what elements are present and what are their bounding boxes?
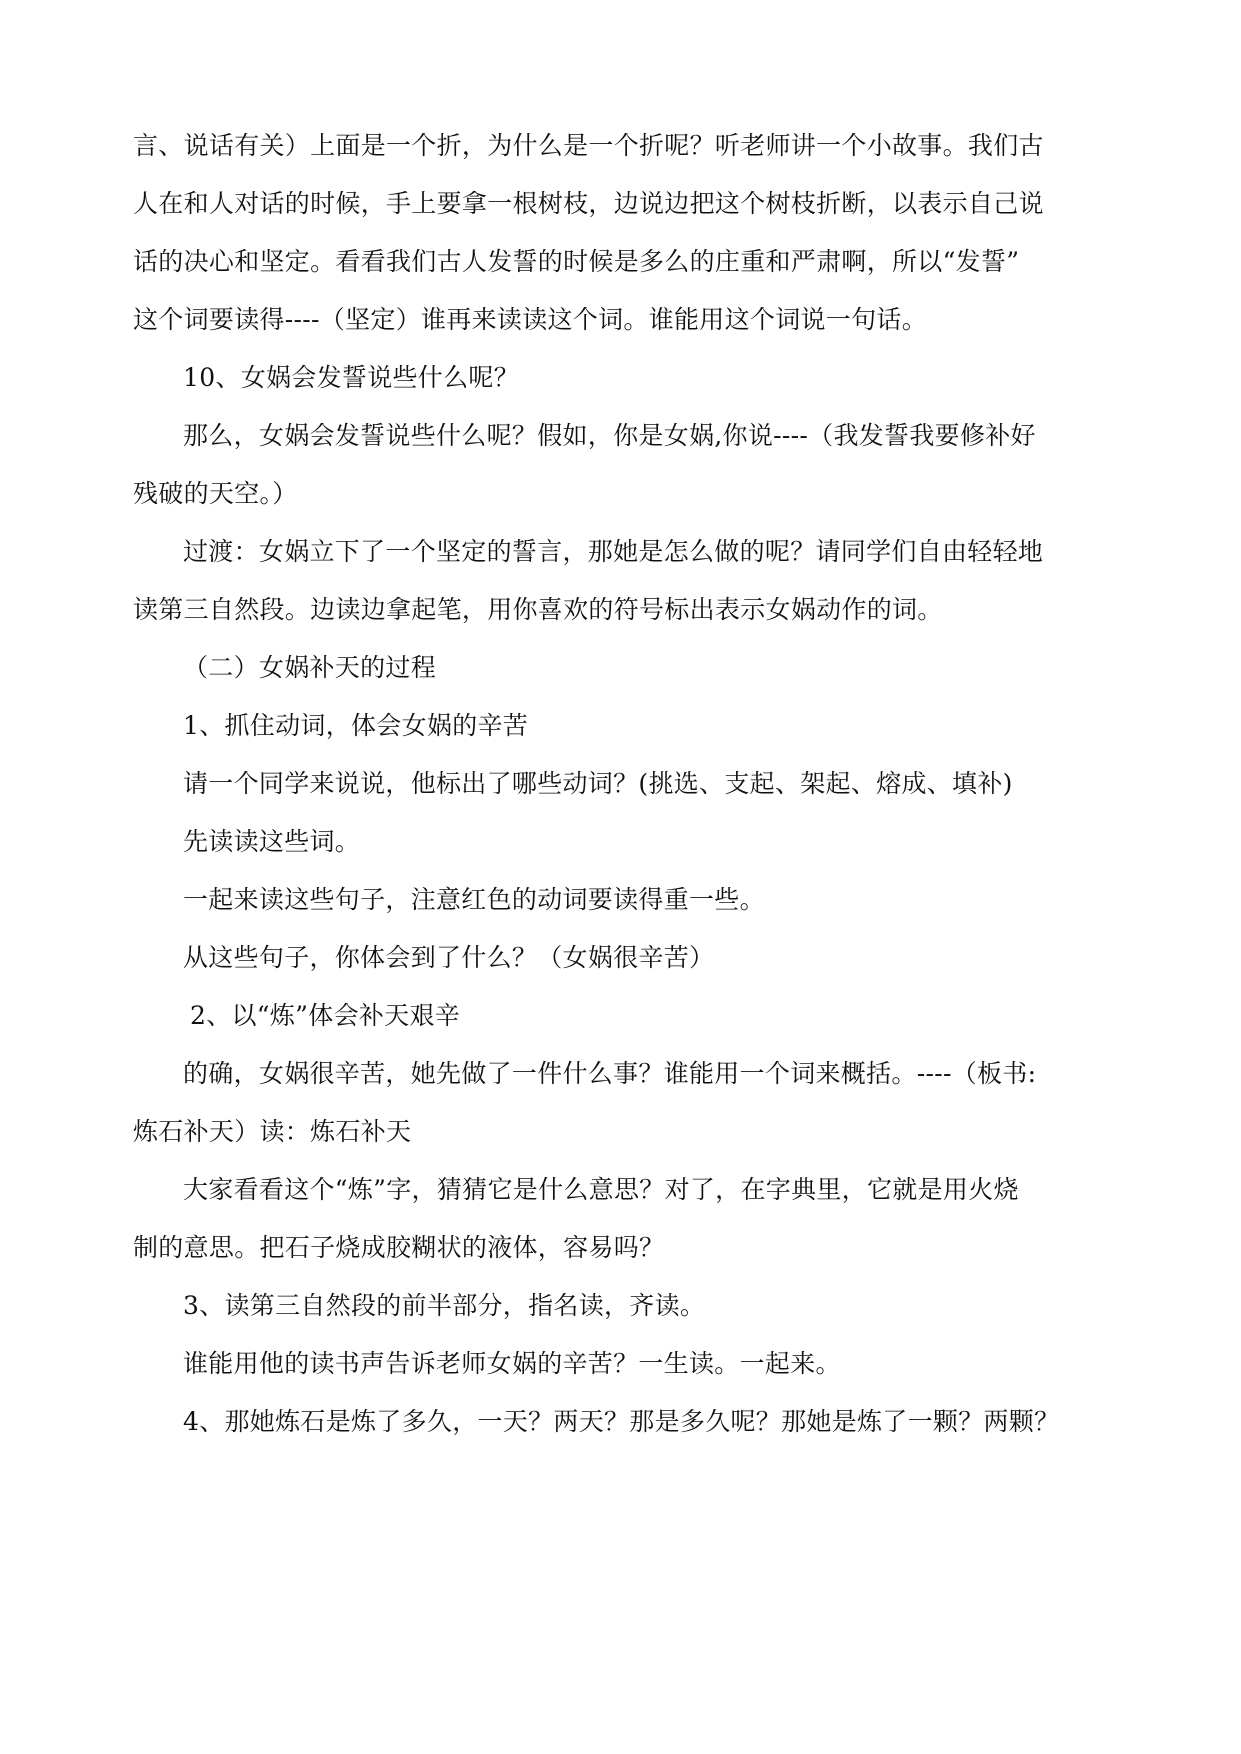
text-line-2: 人在和人对话的时候，手上要拿一根树枝，边说边把这个树枝折断，以表示自己说 bbox=[133, 189, 1044, 218]
text-line-18: 炼石补天）读：炼石补天 bbox=[133, 1117, 412, 1146]
text-line-8: 过渡：女娲立下了一个坚定的誓言，那她是怎么做的呢？请同学们自由轻轻地 bbox=[183, 537, 1044, 566]
item-heading-3: 3、读第三自然段的前半部分，指名读，齐读。 bbox=[183, 1291, 706, 1320]
item-heading-1: 1、抓住动词，体会女娲的辛苦 bbox=[183, 711, 529, 740]
text-line-15: 从这些句子，你体会到了什么？（女娲很辛苦） bbox=[183, 943, 715, 972]
text-line-12: 请一个同学来说说，他标出了哪些动词？(挑选、支起、架起、熔成、填补) bbox=[183, 769, 1013, 798]
text-line-6: 那么，女娲会发誓说些什么呢？假如，你是女娲,你说----（我发誓我要修补好 bbox=[183, 421, 1036, 450]
text-line-7: 残破的天空。） bbox=[133, 479, 298, 508]
text-line-19: 大家看看这个“炼”字，猜猜它是什么意思？对了，在字典里，它就是用火烧 bbox=[183, 1175, 1019, 1204]
text-line-17: 的确，女娲很辛苦，她先做了一件什么事？谁能用一个词来概括。----（板书: bbox=[183, 1059, 1037, 1088]
section-heading-2: （二）女娲补天的过程 bbox=[183, 653, 437, 682]
text-line-4: 这个词要读得----（坚定）谁再来读读这个词。谁能用这个词说一句话。 bbox=[133, 305, 927, 334]
text-line-14: 一起来读这些句子，注意红色的动词要读得重一些。 bbox=[183, 885, 765, 914]
item-heading-2: 2、以“炼”体会补天艰辛 bbox=[190, 1001, 461, 1030]
text-line-1: 言、说话有关）上面是一个折，为什么是一个折呢？听老师讲一个小故事。我们古 bbox=[133, 131, 1044, 160]
text-line-20: 制的意思。把石子烧成胶糊状的液体，容易吗？ bbox=[133, 1233, 665, 1262]
text-line-13: 先读读这些词。 bbox=[183, 827, 361, 856]
text-line-3: 话的决心和坚定。看看我们古人发誓的时候是多么的庄重和严肃啊，所以“发誓” bbox=[133, 247, 1020, 276]
item-heading-4: 4、那她炼石是炼了多久，一天？两天？那是多久呢？那她是炼了一颗？两颗？ bbox=[183, 1407, 1060, 1436]
text-line-22: 谁能用他的读书声告诉老师女娲的辛苦？一生读。一起来。 bbox=[183, 1349, 841, 1378]
text-line-9: 读第三自然段。边读边拿起笔，用你喜欢的符号标出表示女娲动作的词。 bbox=[133, 595, 943, 624]
item-heading-10: 10、女娲会发誓说些什么呢？ bbox=[183, 363, 520, 392]
